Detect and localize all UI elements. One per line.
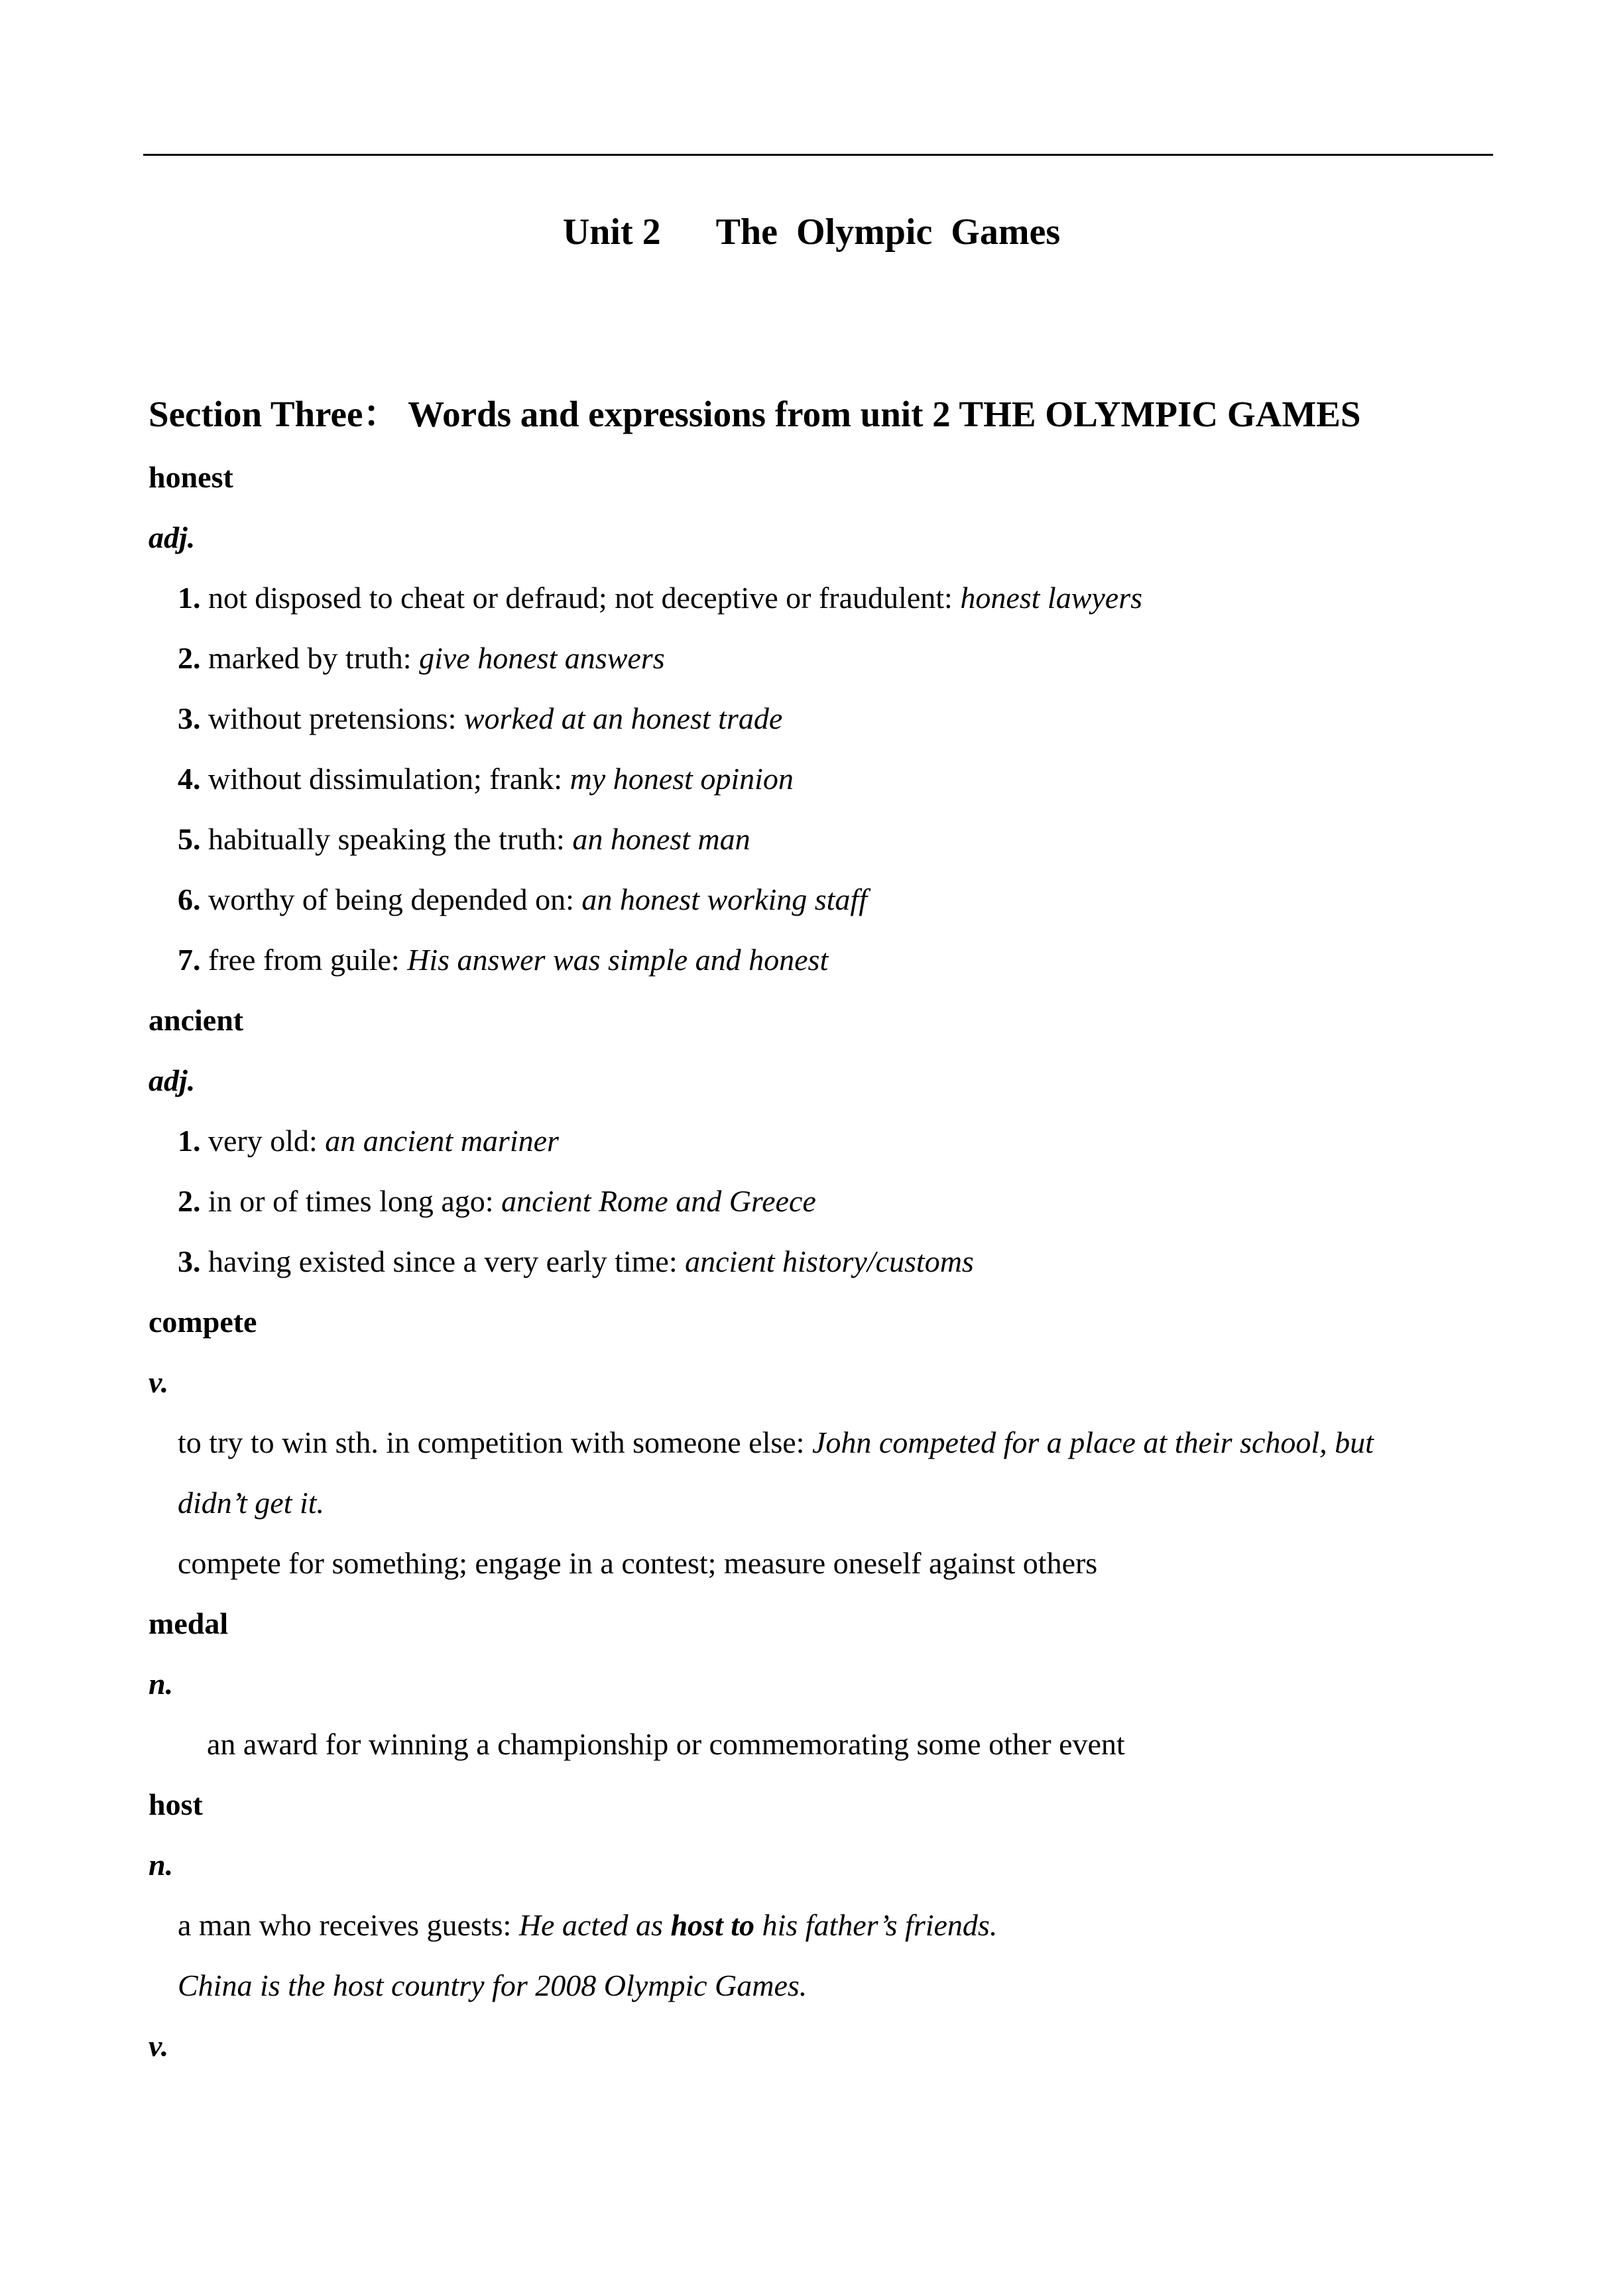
definition-example-continued: didn’t get it.: [178, 1486, 325, 1520]
section-heading: Section Three： Words and expressions from unit 2 THE OLYMPIC GAMES: [149, 394, 1361, 434]
sense: [149, 869, 1494, 930]
sense-definition: without dissimulation; frank:: [200, 762, 570, 796]
sense-number: 1.: [178, 581, 201, 615]
vocabulary-entries: [149, 447, 1494, 2076]
example-part: his father’s friends.: [754, 1908, 998, 1942]
headword-medal: medal: [149, 1606, 229, 1640]
sense-definition: without pretensions:: [200, 701, 464, 735]
sense: [149, 688, 1494, 749]
headword-honest: honest: [149, 460, 233, 494]
definition-compete-2: compete for something; engage in a contest; measure oneself against others: [178, 1546, 1098, 1580]
pos-medal: n.: [149, 1667, 174, 1701]
sense: [149, 930, 1494, 990]
sense-number: 7.: [178, 943, 201, 977]
example-emphasis: host to: [670, 1908, 754, 1942]
pos-honest: adj.: [149, 520, 196, 554]
definition-medal: an award for winning a championship or commemorating some other event: [207, 1727, 1125, 1761]
sense: [149, 628, 1494, 688]
sense-example: honest lawyers: [960, 581, 1143, 615]
definition-text: a man who receives guests:: [178, 1908, 519, 1942]
sense-example: ancient Rome and Greece: [501, 1184, 816, 1218]
definition-example: [519, 1908, 998, 1942]
example-host-2: China is the host country for 2008 Olympic Games.: [178, 1968, 808, 2002]
sense-example: give honest answers: [419, 641, 665, 675]
definition-example: John competed for a place at their school, but: [812, 1425, 1374, 1459]
example-part: He acted as: [518, 1908, 671, 1942]
sense-number: 5.: [178, 822, 201, 856]
sense: [149, 809, 1494, 869]
pos-host-verb: v.: [149, 2029, 169, 2063]
definition-compete-1: [149, 1412, 1494, 1473]
sense: [149, 749, 1494, 809]
sense-number: 4.: [178, 762, 201, 796]
sense-number: 3.: [178, 701, 201, 735]
definition-text: to try to win sth. in competition with someone else:: [178, 1425, 812, 1459]
sense: [149, 1171, 1494, 1231]
sense-example: my honest opinion: [570, 762, 794, 796]
sense-definition: having existed since a very early time:: [200, 1244, 686, 1278]
sense-number: 2.: [178, 641, 201, 675]
sense: [149, 1111, 1494, 1171]
sense-number: 2.: [178, 1184, 201, 1218]
headword-host: host: [149, 1787, 203, 1821]
sense-example: an ancient mariner: [325, 1124, 559, 1158]
sense-definition: in or of times long ago:: [200, 1184, 502, 1218]
definition-host: [149, 1895, 1494, 1955]
header-rule: [143, 154, 1493, 156]
sense-example: ancient history/customs: [685, 1244, 974, 1278]
pos-ancient: adj.: [149, 1063, 196, 1097]
sense-example: worked at an honest trade: [463, 701, 783, 735]
sense-definition: worthy of being depended on:: [200, 882, 582, 916]
headword-ancient: ancient: [149, 1003, 244, 1037]
headword-compete: compete: [149, 1305, 257, 1339]
pos-compete: v.: [149, 1365, 169, 1399]
sense: [149, 568, 1494, 628]
sense-definition: not disposed to cheat or defraud; not deceptive or fraudulent:: [200, 581, 961, 615]
sense-example: an honest working staff: [581, 882, 867, 916]
sense-number: 1.: [178, 1124, 201, 1158]
sense-definition: marked by truth:: [200, 641, 420, 675]
pos-host: n.: [149, 1848, 174, 1882]
sense-definition: very old:: [200, 1124, 326, 1158]
sense-definition: habitually speaking the truth:: [200, 822, 573, 856]
page-title: Unit 2 The Olympic Games: [562, 211, 1061, 253]
sense-definition: free from guile:: [200, 943, 408, 977]
sense: [149, 1231, 1494, 1292]
sense-example: an honest man: [572, 822, 751, 856]
sense-number: 6.: [178, 882, 201, 916]
sense-number: 3.: [178, 1244, 201, 1278]
sense-example: His answer was simple and honest: [407, 943, 829, 977]
